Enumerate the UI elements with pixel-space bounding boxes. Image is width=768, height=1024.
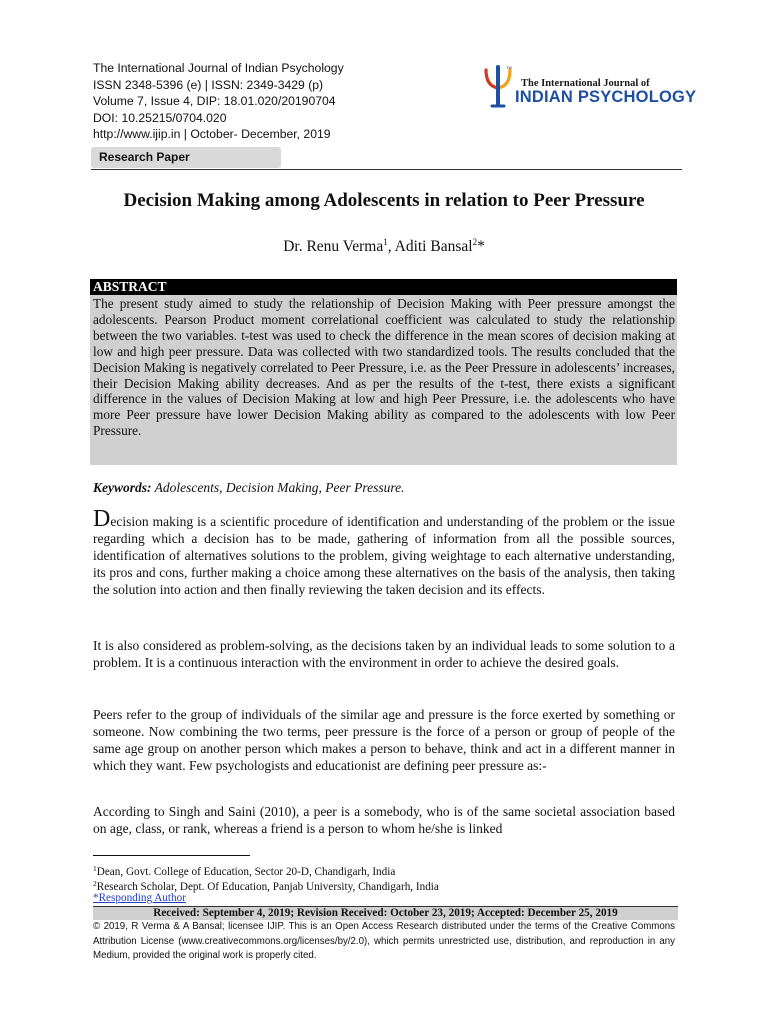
author-1-affil: 1: [383, 237, 388, 247]
footnote-divider: [93, 855, 250, 856]
author-2: Aditi Bansal: [394, 238, 473, 255]
journal-header: [93, 60, 344, 143]
body-paragraph-4: According to Singh and Saini (2010), a peer is a somebody, who is of the same societal association based on age, class, or rank, whereas a friend is a person to whom he/she is linked: [93, 804, 675, 837]
journal-logo: [482, 64, 697, 112]
paper-title: Decision Making among Adolescents in relation to Peer Pressure: [123, 190, 645, 211]
author-separator: ,: [387, 238, 395, 255]
section-tag: [91, 147, 281, 168]
section-tag-label: Research Paper: [99, 150, 190, 164]
received-dates-bar: Received: September 4, 2019; Revision Received: October 23, 2019; Accepted: December 25, 2019: [93, 906, 678, 920]
logo-top-text: The International Journal of: [521, 78, 650, 89]
abstract-heading: ABSTRACT: [90, 279, 677, 295]
body-paragraph-1: [93, 506, 675, 598]
logo-tm: TM: [506, 65, 512, 70]
responding-author-link[interactable]: *Responding Author: [93, 892, 186, 904]
body-paragraph-3: Peers refer to the group of individuals of the similar age and pressure is the force exerted by something or someone. Now combining the two terms, peer pressure is the force of a person or group of people of the same age group on another person which makes a person to behave, think and act in a different manner in which they want. Few psychologists and educationist are defining peer pressure as:-: [93, 707, 675, 774]
footnote-2-text: Research Scholar, Dept. Of Education, Panjab University, Chandigarh, India: [96, 881, 439, 893]
keywords: [93, 480, 404, 496]
body-paragraph-2: It is also considered as problem-solving, as the decisions taken by an individual leads to some solution to a problem. It is a continuous interaction with the environment in order to achieve the desired goals.: [93, 638, 675, 671]
abstract-text: The present study aimed to study the relationship of Decision Making with Peer pressure amongst the adolescents. Pearson Product moment correlational coefficient was calculated to study the relationship between the two variables. t-test was used to check the difference in the mean scores of decision making at low and high peer pressure. Data was collected with two standardized tools. The results concluded that the Decision Making is negatively correlated to Peer Pressure, i.e. as the Peer Pressure in adolescents’ increases, their Decision Making ability decreases. And as per the results of the t-test, there exists a significant difference in the values of Decision Making at low and high Peer Pressure, i.e. the adolescents who have more Peer pressure have lower Decision Making ability as compared to the adolescents with low Peer Pressure.: [90, 295, 677, 465]
author-1: Dr. Renu Verma: [283, 238, 384, 255]
journal-name: The International Journal of Indian Psychology: [93, 61, 344, 75]
issn-line: ISSN 2348-5396 (e) | ISSN: 2349-3429 (p): [93, 77, 324, 92]
logo-main-text: INDIAN PSYCHOLOGY: [515, 88, 697, 106]
drop-cap: D: [93, 506, 111, 532]
author-2-affil: 2: [472, 237, 478, 247]
corresponding-mark: *: [477, 238, 485, 255]
header-divider: [91, 169, 682, 170]
keywords-label: Keywords:: [93, 480, 152, 495]
license-notice: © 2019, R Verma & A Bansal; licensee IJIP. This is an Open Access Research distributed under the terms of the Creative Commons Attribution License (www.creativecommons.org/licenses/by/2.0), which permits unrestricted use, distribution, and reproduction in any Medium, provided the original work is properly cited.: [93, 921, 675, 962]
author-line: [0, 237, 768, 256]
paragraph-1-text: ecision making is a scientific procedure of identification and understanding of the problem or the issue regarding which a decision has to be made, gathering of information from all the possible sources, identification of alternatives solutions to the problem, giving weightage to each alternative understanding, its pros and cons, further making a choice among these alternatives on the basis of the analysis, then taking the solution into action and then finally reviewing the taken decision and its effects.: [93, 514, 675, 598]
url-date-line: http://www.ijip.in | October- December, 2019: [93, 127, 331, 141]
footnote-1-text: Dean, Govt. College of Education, Sector 20-D, Chandigarh, India: [96, 866, 396, 878]
volume-line: Volume 7, Issue 4, DIP: 18.01.020/20190704: [93, 94, 336, 108]
doi-line: DOI: 10.25215/0704.020: [93, 110, 227, 125]
keywords-text: Adolescents, Decision Making, Peer Pressure.: [151, 480, 405, 495]
psi-logo-icon: [482, 64, 516, 110]
footnote-2-number: 2: [93, 879, 97, 888]
footnote-1-number: 1: [93, 864, 97, 873]
